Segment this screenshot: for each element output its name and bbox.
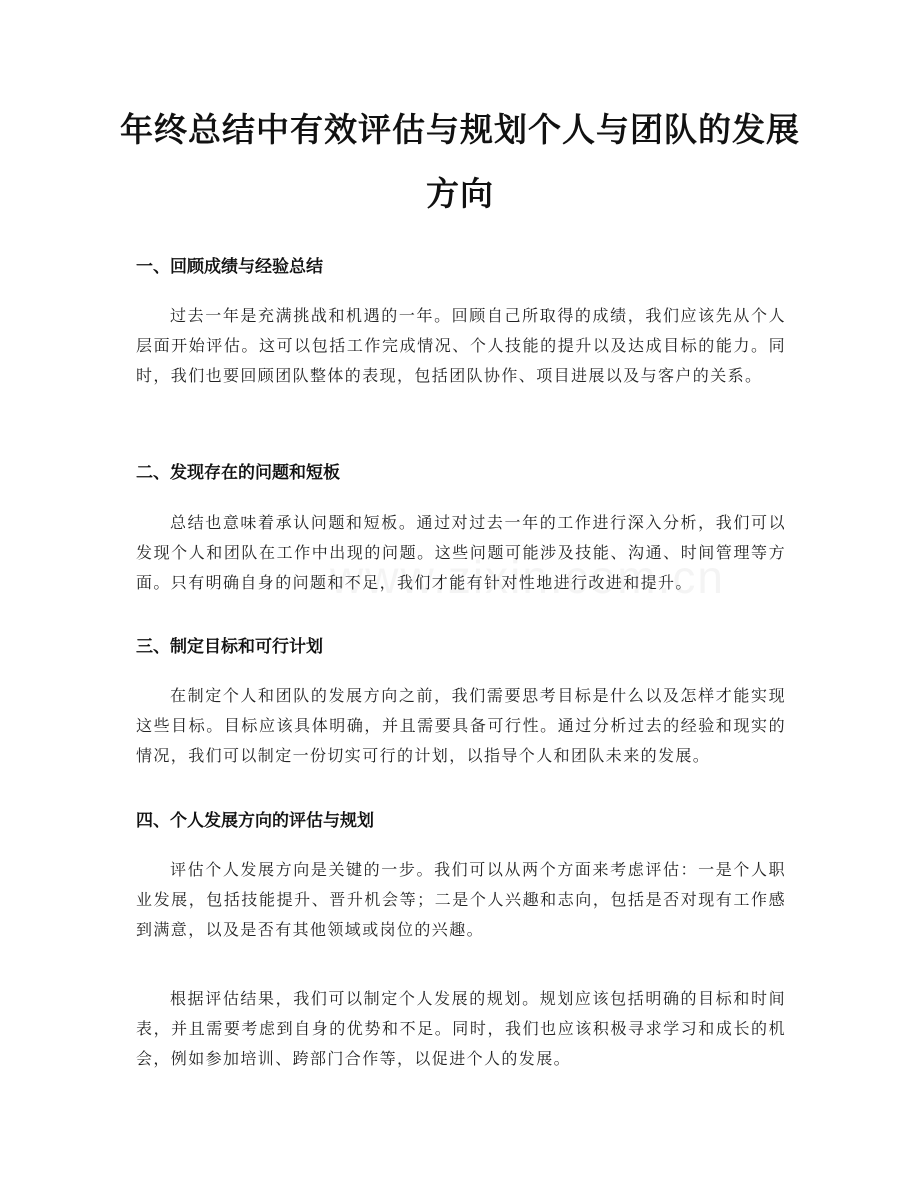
section-heading-4: 四、个人发展方向的评估与规划: [136, 811, 374, 831]
section-4-paragraph-1: 评估个人发展方向是关键的一步。我们可以从两个方面来考虑评估：一是个人职业发展，包括技能提升、晋升机会等；二是个人兴趣和志向，包括是否对现有工作感到满意，以及是否有其他领域或岗位的兴趣。: [136, 860, 786, 939]
section-3-paragraph-1: 在制定个人和团队的发展方向之前，我们需要思考目标是什么以及怎样才能实现这些目标。目标应该具体明确，并且需要具备可行性。通过分析过去的经验和现实的情况，我们可以制定一份切实可行的计划，以指导个人和团队未来的发展。: [136, 686, 786, 765]
section-heading-3: 三、制定目标和可行计划: [136, 637, 323, 657]
section-1-paragraph-1: 过去一年是充满挑战和机遇的一年。回顾自己所取得的成绩，我们应该先从个人层面开始评估。这可以包括工作完成情况、个人技能的提升以及达成目标的能力。同时，我们也要回顾团队整体的表现，包括团队协作、项目进展以及与客户的关系。: [136, 306, 786, 385]
section-2-paragraph-1: 总结也意味着承认问题和短板。通过对过去一年的工作进行深入分析，我们可以发现个人和团队在工作中出现的问题。这些问题可能涉及技能、沟通、时间管理等方面。只有明确自身的问题和不足，我们才能有针对性地进行改进和提升。: [136, 513, 786, 592]
section-4-paragraph-2: 根据评估结果，我们可以制定个人发展的规划。规划应该包括明确的目标和时间表，并且需要考虑到自身的优势和不足。同时，我们也应该积极寻求学习和成长的机会，例如参加培训、跨部门合作等，以促进个人的发展。: [136, 989, 786, 1068]
section-heading-2: 二、发现存在的问题和短板: [136, 463, 340, 483]
section-heading-1: 一、回顾成绩与经验总结: [136, 257, 323, 277]
document-title: 年终总结中有效评估与规划个人与团队的发展方向: [120, 110, 800, 213]
